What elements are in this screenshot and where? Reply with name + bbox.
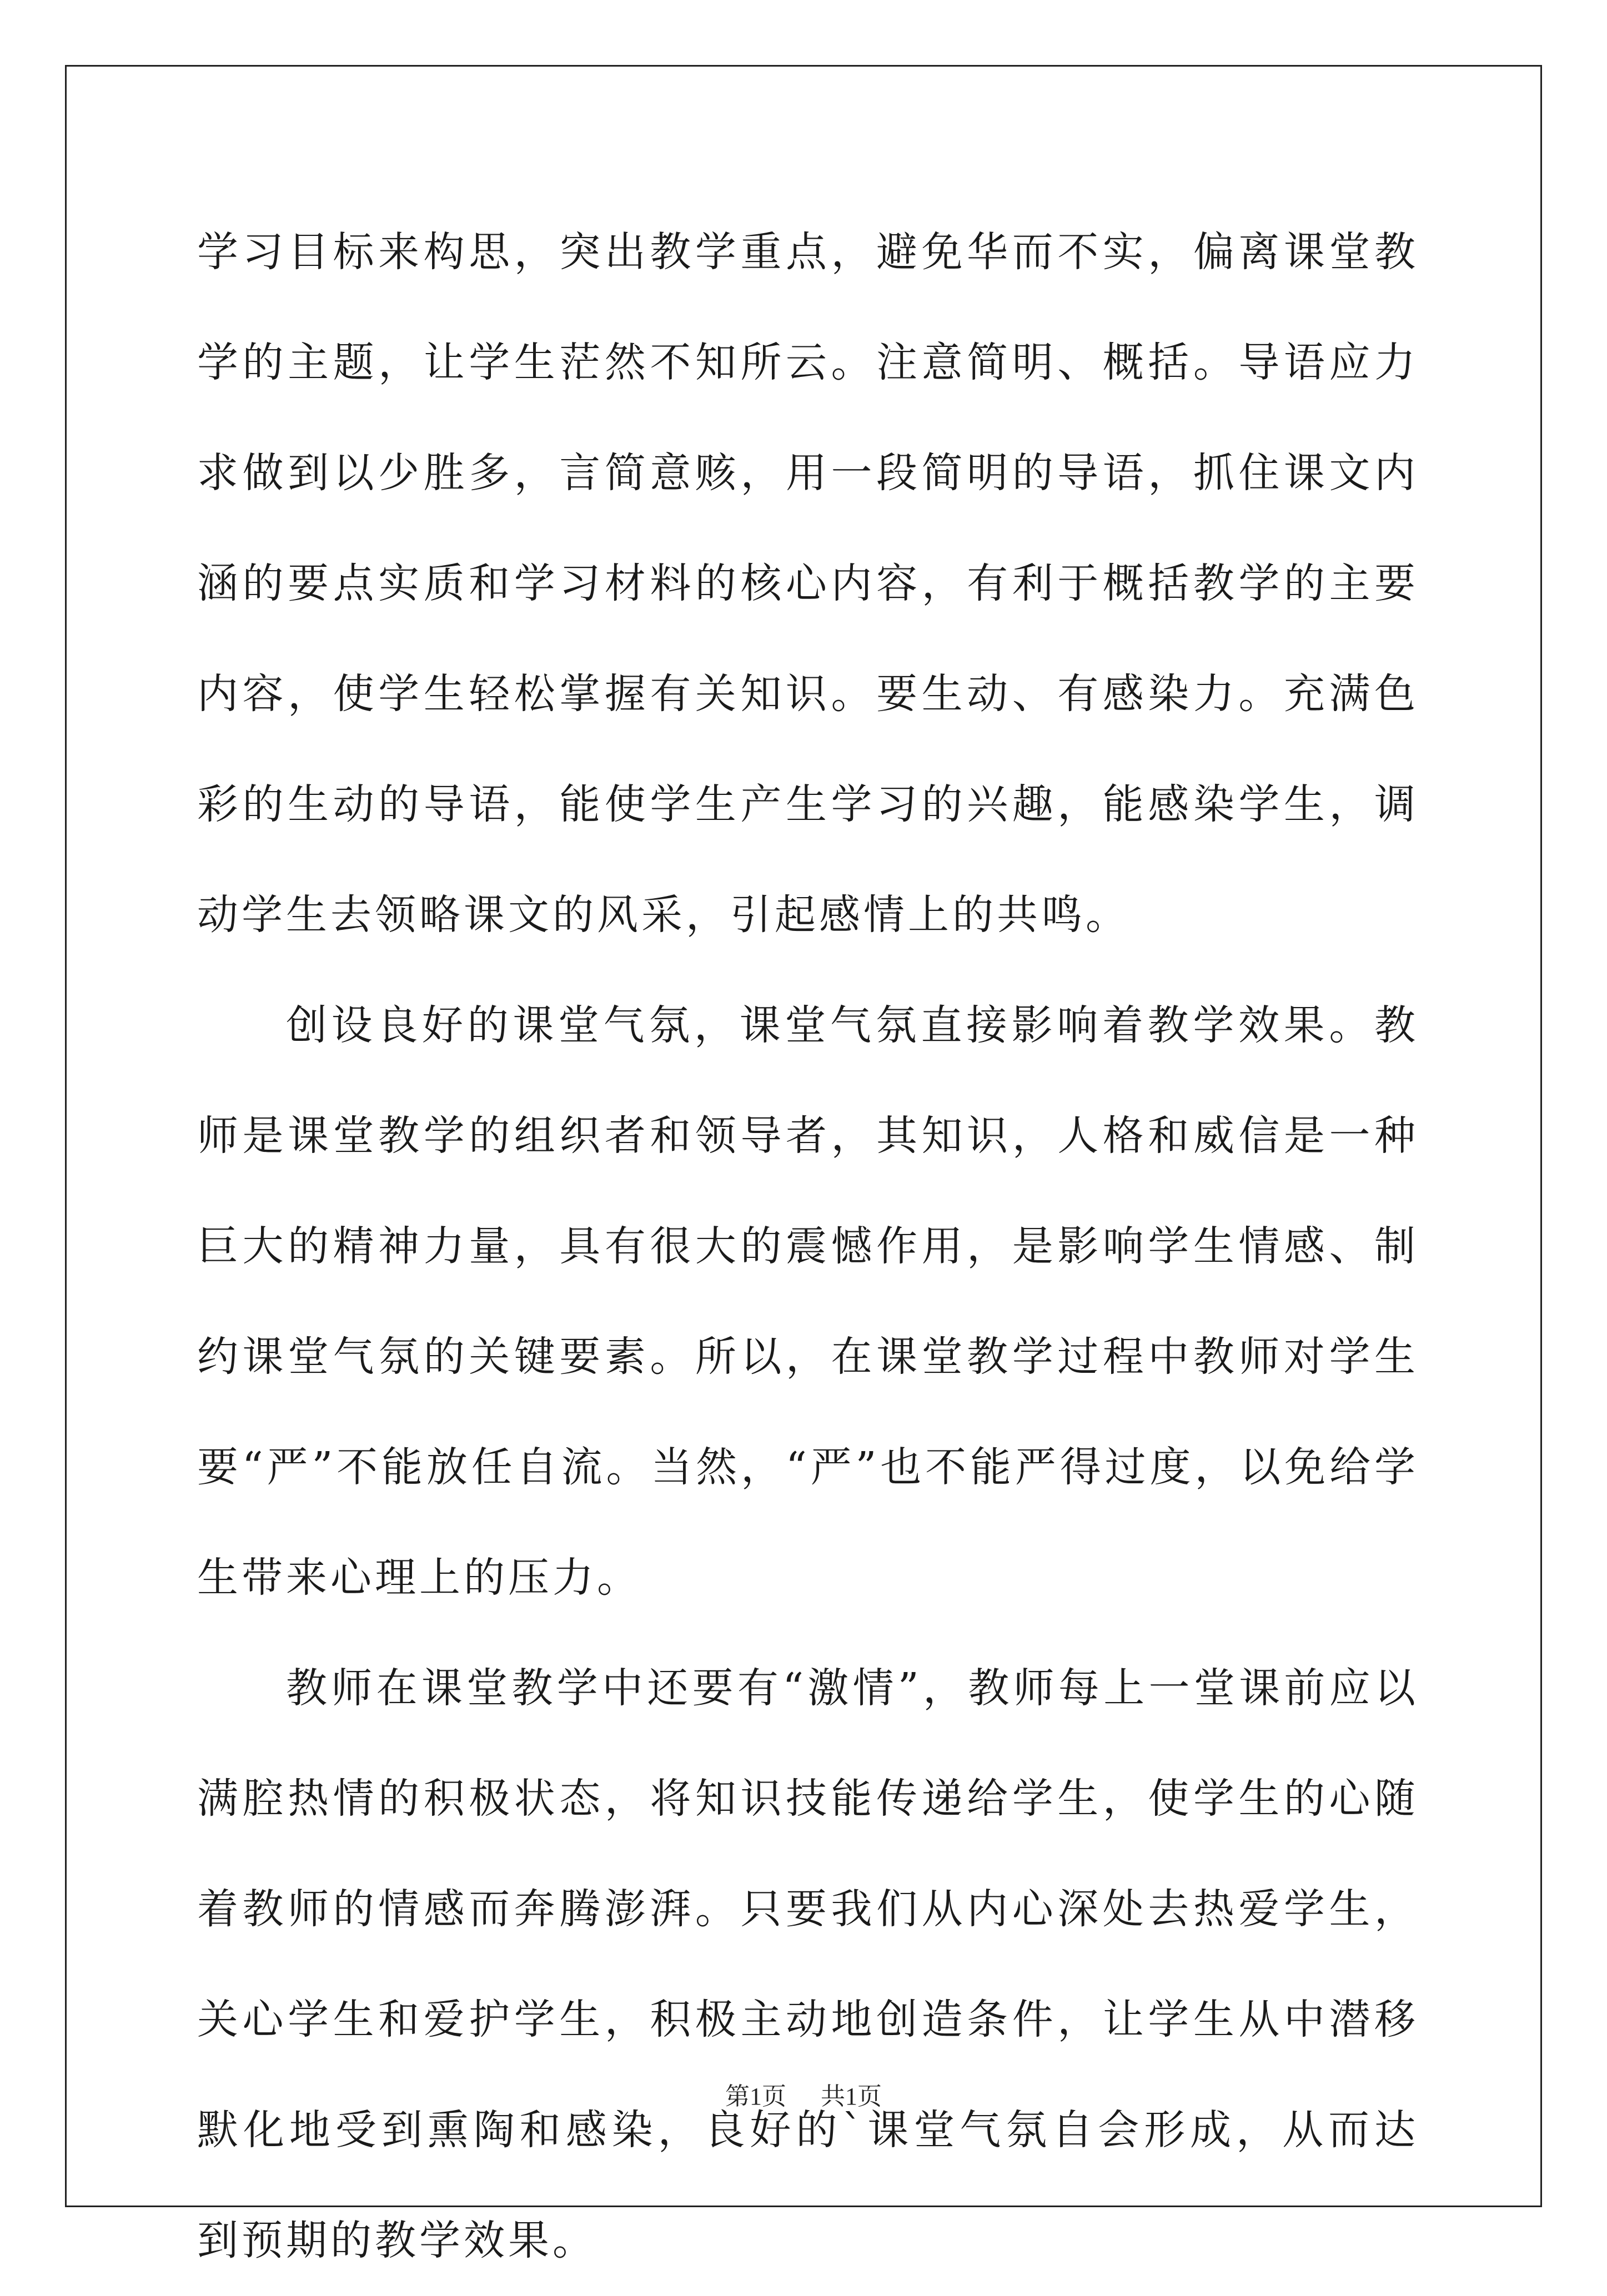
- page-footer: [0, 2076, 1607, 2112]
- paragraph-2: 创设良好的课堂气氛，课堂气氛直接影响着教学效果。教师是课堂教学的组织者和领导者，其知识，人格和威信是一种巨大的精神力量，具有很大的震憾作用，是影响学生情感、制约课堂气氛的关键要素。所以，在课堂教学过程中教师对学生要“严”不能放任自流。当然，“严”也不能严得过度，以免给学生带来心理上的压力。: [197, 1001, 1419, 1602]
- page-number: 第1页: [725, 2083, 786, 2110]
- paragraph-3: 教师在课堂教学中还要有“激情”，教师每上一堂课前应以满腔热情的积极状态，将知识技能传递给学生，使学生的心随着教师的情感而奔腾澎湃。只要我们从内心深处去热爱学生，关心学生和爱护学生，积极主动地创造条件，让学生从中潜移默化地受到熏陶和感染，良好的`课堂气氛自会形成，从而达到预期的教学效果。: [197, 1664, 1419, 2264]
- page-total: 共1页: [821, 2083, 882, 2110]
- paragraph-1: 学习目标来构思，突出教学重点，避免华而不实，偏离课堂教学的主题，让学生茫然不知所云。注意简明、概括。导语应力求做到以少胜多，言简意赅，用一段简明的导语，抓住课文内涵的要点实质和学习材料的核心内容，有利于概括教学的主要内容，使学生轻松掌握有关知识。要生动、有感染力。充满色彩的生动的导语，能使学生产生学习的兴趣，能感染学生，调动学生去领略课文的风采，引起感情上的共鸣。: [197, 228, 1419, 939]
- document-body: [197, 197, 1419, 2296]
